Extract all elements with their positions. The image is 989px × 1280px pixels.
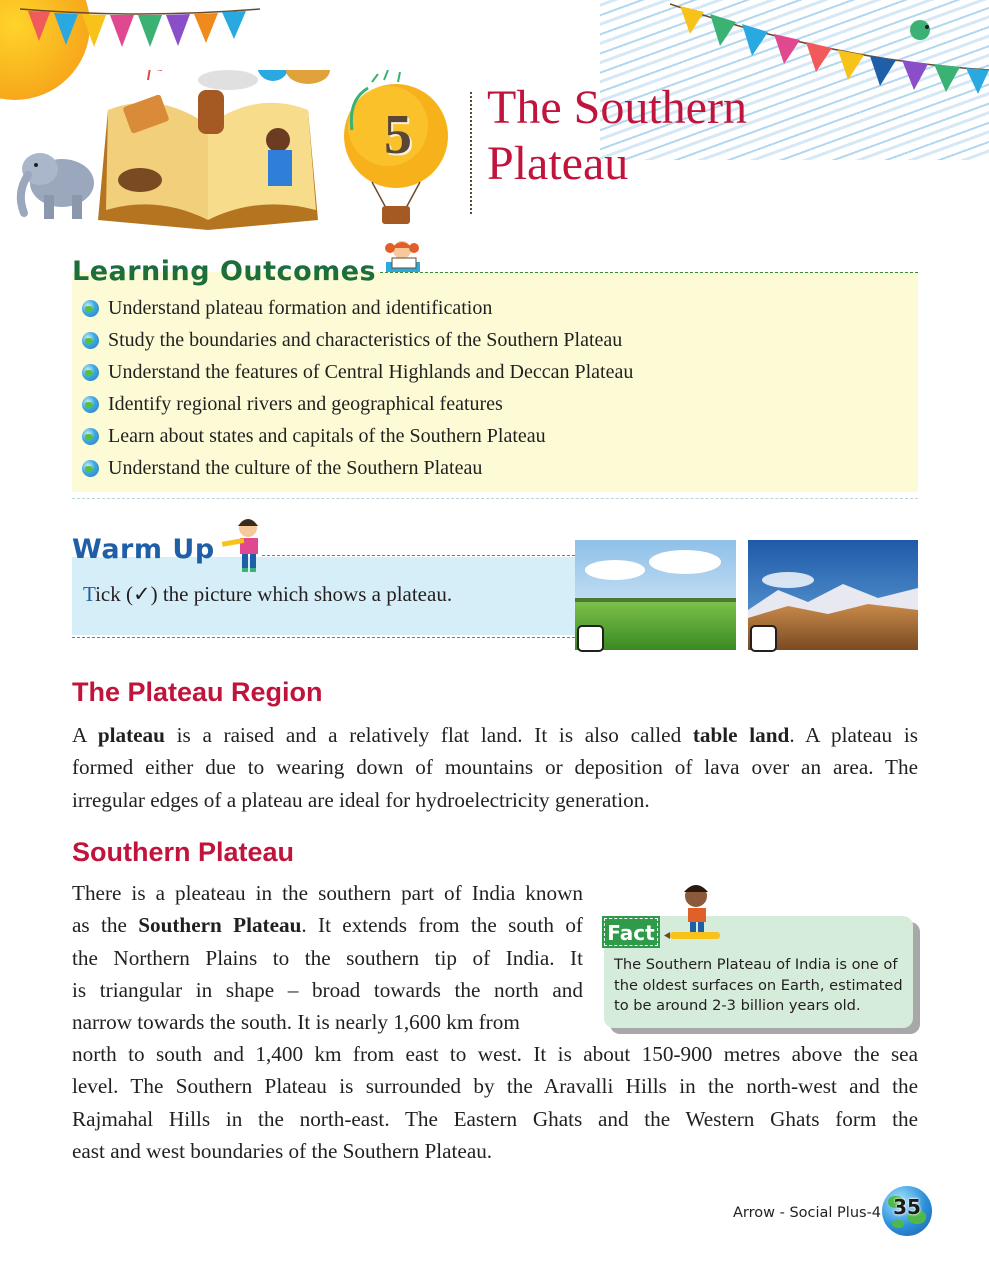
globe-bullet-icon [82, 300, 99, 317]
southern-plateau-paragraph-top [72, 877, 583, 1038]
chapter-title-line-2: Plateau [487, 137, 629, 190]
paragraph-line: east and west boundaries of the Southern Plateau. [72, 1138, 493, 1163]
section-heading-southern-plateau: Southern Plateau [72, 837, 295, 867]
paragraph-line: formed either due to wearing down of mountains or deposition of lava over an area. The [72, 755, 918, 780]
list-item: Understand plateau formation and identification [82, 295, 633, 327]
reading-girl-illustration [372, 238, 432, 278]
list-item: Understand the culture of the Southern Plateau [82, 455, 633, 487]
globe-bullet-icon [82, 428, 99, 445]
paragraph-line: Rajmahal Hills in the north-east. The Eastern Ghats and the Western Ghats form the [72, 1106, 918, 1131]
paragraph-line: There is a pleateau in the southern part of India known [72, 881, 583, 905]
paragraph-line: level. The Southern Plateau is surrounded by the Aravalli Hills in the north-west and the [72, 1074, 918, 1099]
title-divider [470, 92, 472, 214]
warm-up-bottom-border [72, 637, 575, 638]
key-term: table land [692, 723, 790, 747]
section-heading-plateau-region: The Plateau Region [72, 677, 323, 707]
fact-label: Fact [604, 918, 658, 946]
paragraph-line: irregular edges of a plateau are ideal for hydroelectricity generation. [72, 787, 650, 812]
list-item: Identify regional rivers and geographical features [82, 391, 633, 423]
paragraph-line: is triangular in shape – broad towards the north and [72, 977, 583, 1002]
learning-outcomes-heading: Learning Outcomes [72, 256, 377, 287]
key-term: plateau [97, 723, 165, 747]
warm-up-instruction: Tick (✓) the picture which shows a plateau. [83, 582, 453, 606]
globe-bullet-icon [82, 460, 99, 477]
page-number: 35 [893, 1195, 921, 1219]
paragraph-line: A plateau is a raised and a relatively flat land. It is also called table land. A plateau is [72, 723, 918, 747]
boy-on-pencil-illustration [664, 882, 724, 946]
learning-outcomes-divider [380, 272, 918, 273]
paragraph-line: the Northern Plains to the southern tip of India. It [72, 945, 583, 970]
key-term: Southern Plateau [138, 913, 302, 938]
globe-bullet-icon [82, 364, 99, 381]
learning-outcomes-list [82, 295, 633, 487]
chapter-header [0, 0, 989, 240]
warm-up-heading: Warm Up [72, 534, 215, 565]
globe-bullet-icon [82, 396, 99, 413]
list-item: Learn about states and capitals of the Southern Plateau [82, 423, 633, 455]
paragraph-line: north to south and 1,400 km from east to west. It is about 150-900 metres above the sea [72, 1042, 918, 1066]
list-item: Understand the features of Central Highlands and Deccan Plateau [82, 359, 633, 391]
chapter-title [487, 80, 927, 192]
boy-with-pencil-illustration [222, 514, 270, 576]
bunting-left-illustration [20, 5, 260, 55]
plateau-region-paragraph [72, 719, 918, 816]
list-item: Study the boundaries and characteristics of the Southern Plateau [82, 327, 633, 359]
tick-box-plateau[interactable] [750, 625, 777, 652]
chapter-title-line-1: The Southern [487, 81, 747, 134]
chapter-number: 5 [384, 104, 412, 166]
learning-outcomes-bottom-border [72, 498, 918, 499]
fact-text: The Southern Plateau of India is one of the oldest surfaces on Earth, estimated to be around 2-3 billion years old. [614, 956, 903, 1014]
southern-plateau-paragraph-bottom [72, 1038, 918, 1167]
tick-box-field[interactable] [577, 625, 604, 652]
globe-bullet-icon [82, 332, 99, 349]
warm-up-divider [262, 555, 575, 556]
footer-book-title: Arrow - Social Plus-4 [733, 1205, 882, 1221]
open-book-illustration [78, 70, 338, 230]
paragraph-line: as the Southern Plateau. It extends from the south of [72, 913, 583, 938]
paragraph-line: narrow towards the south. It is nearly 1,600 km from [72, 1010, 520, 1035]
